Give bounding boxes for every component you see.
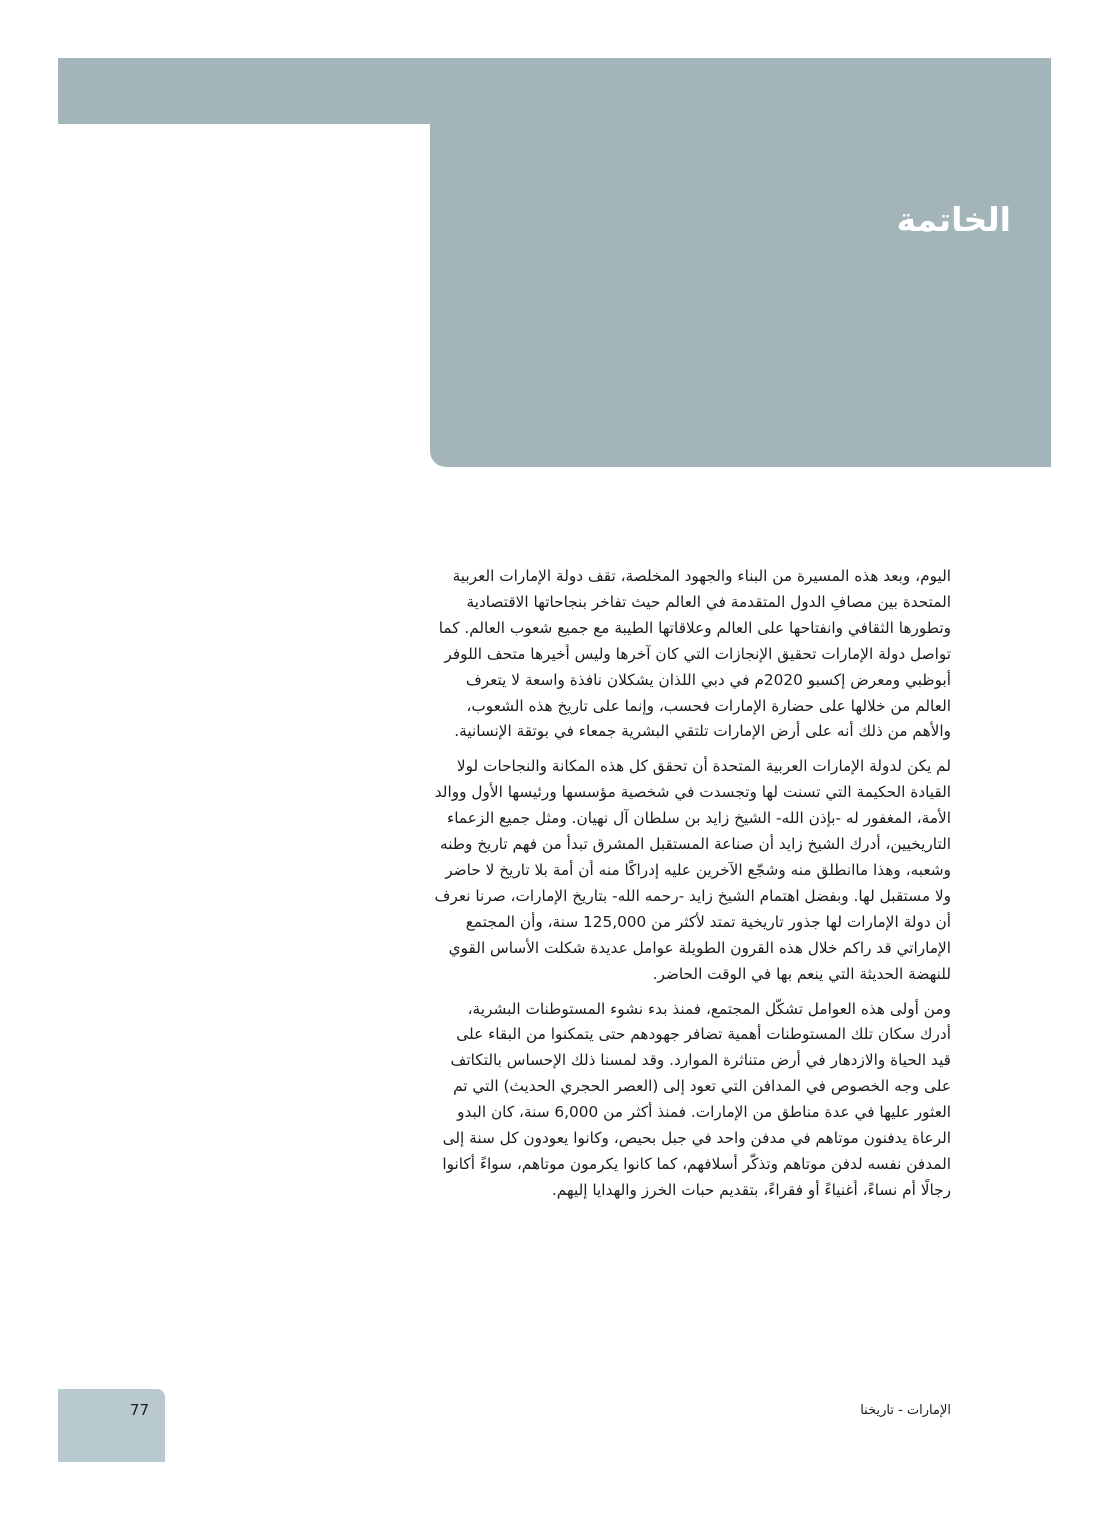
running-footer-title: الإمارات - تاريخنا [860, 1403, 951, 1418]
chapter-title: الخاتمة [896, 200, 1011, 239]
paragraph-2: لم يكن لدولة الإمارات العربية المتحدة أن تحقق كل هذه المكانة والنجاحات لولا القيادة الحكيمة التي تسنت لها وتجسدت في شخصية مؤسسها ورئيسها الأول ووالد الأمة، المغفور له -بإذن الله- الشيخ زايد بن سلطان آل نهيان. ومثل جميع الزعماء التاريخيين، أدرك الشيخ زايد أن صناعة المستقبل المشرق تبدأ من فهم تاريخ وطنه وشعبه، وهذا ماانطلق منه وشجّع الآخرين عليه إدراكًا منه أن أمة بلا تاريخ لا حاضر ولا مستقبل لها. وبفضل اهتمام الشيخ زايد -رحمه الله- بتاريخ الإمارات، صرنا نعرف أن دولة الإمارات لها جذور تاريخية تمتد لأكثر من 125,000 سنة، وأن المجتمع الإماراتي قد راكم خلال هذه القرون الطويلة عوامل عديدة شكلت الأساس القوي للنهضة الحديثة التي ينعم بها في الوقت الحاضر. [434, 757, 951, 983]
paragraph-1: اليوم، وبعد هذه المسيرة من البناء والجهود المخلصة، تقف دولة الإمارات العربية المتحدة بين مصافِ الدول المتقدمة في العالم حيث تفاخر بنجاحاتها الاقتصادية وتطورها الثقافي وانفتاحها على العالم وعلاقاتها الطيبة مع جميع شعوب العالم. كما تواصل دولة الإمارات تحقيق الإنجازات التي كان آخرها وليس أخيرها متحف اللوفر أبوظبي ومعرض إكسبو 2020م في دبي اللذان يشكلان نافذة واسعة لا يتعرف العالم من خلالها على حضارة الإمارات فحسب، وإنما على تاريخ هذه الشعوب، والأهم من ذلك أنه على أرض الإمارات تلتقي البشرية جمعاء في بوتقة الإنسانية. [438, 567, 951, 741]
body-text [433, 564, 951, 1213]
page-number-tab [58, 1389, 165, 1462]
chapter-title-panel [430, 58, 1051, 467]
page-number: 77 [129, 1401, 149, 1419]
paragraph-3: ومن أولى هذه العوامل تشكّل المجتمع، فمنذ بدء نشوء المستوطنات البشرية، أدرك سكان تلك المستوطنات أهمية تضافر جهودهم حتى يتمكنوا من البقاء على قيد الحياة والازدهار في أرض متناثرة الموارد. وقد لمسنا ذلك الإحساس بالتكاتف على وجه الخصوص في المدافن التي تعود إلى (العصر الحجري الحديث) التي تم العثور عليها في عدة مناطق من الإمارات. فمنذ أكثر من 6,000 سنة، كان البدو الرعاة يدفنون موتاهم في مدفن واحد في جبل بحيص، وكانوا يعودون كل سنة إلى المدفن نفسه لدفن موتاهم وتذكّر أسلافهم، كما كانوا يكرمون موتاهم، سواءً أكانوا رجالًا أم نساءً، أغنياءً أو فقراءً، بتقديم حبات الخرز والهدايا إليهم. [442, 999, 951, 1199]
